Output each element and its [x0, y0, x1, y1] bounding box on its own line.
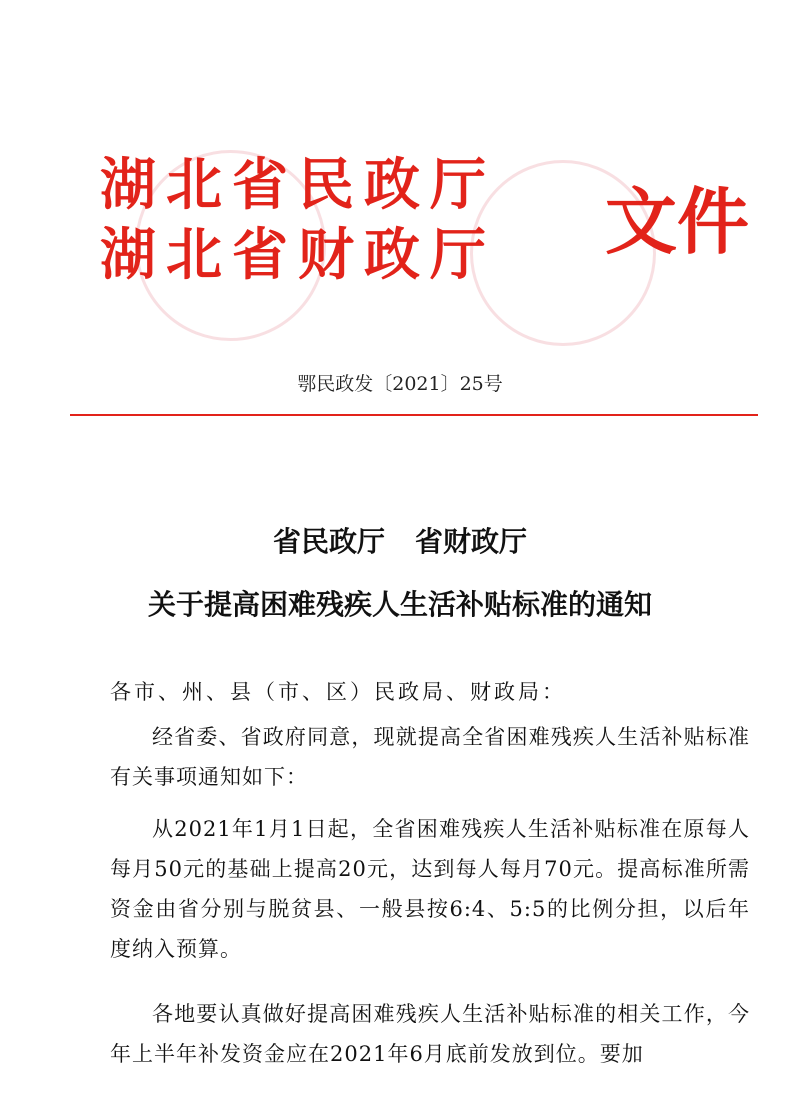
document-header	[100, 148, 750, 308]
body-paragraph-3-block	[110, 994, 750, 1074]
issuer-line-2: 湖北省财政厅	[100, 223, 496, 288]
doc-type-label: 文件	[605, 180, 750, 264]
issuer-line-1: 湖北省民政厅	[100, 153, 496, 218]
body-paragraph: 从2021年1月1日起，全省困难残疾人生活补贴标准在原每人每月50元的基础上提高20元，达到每人每月70元。提高标准所需资金由省分别与脱贫县、一般县按6:4、5:5的比例分担，以后年度纳入预算。	[110, 817, 750, 961]
body-paragraph-1-block	[110, 717, 750, 797]
body-paragraph: 经省委、省政府同意，现就提高全省困难残疾人生活补贴标准有关事项通知如下：	[110, 725, 750, 789]
addressee: 各市、州、县（市、区）民政局、财政局：	[110, 680, 566, 704]
title-line-1	[0, 520, 800, 560]
document-number: 鄂民政发〔2021〕25号	[297, 373, 503, 395]
body-paragraph-2-block	[110, 809, 750, 969]
title-issuer-1: 省民政厅	[272, 525, 385, 558]
title-issuer-2: 省财政厅	[415, 525, 528, 558]
red-divider-line	[70, 414, 758, 416]
body-paragraph: 各地要认真做好提高困难残疾人生活补贴标准的相关工作，今年上半年补发资金应在2021年6月底前发放到位。要加	[110, 1002, 750, 1066]
title-line-2: 关于提高困难残疾人生活补贴标准的通知	[147, 588, 652, 621]
